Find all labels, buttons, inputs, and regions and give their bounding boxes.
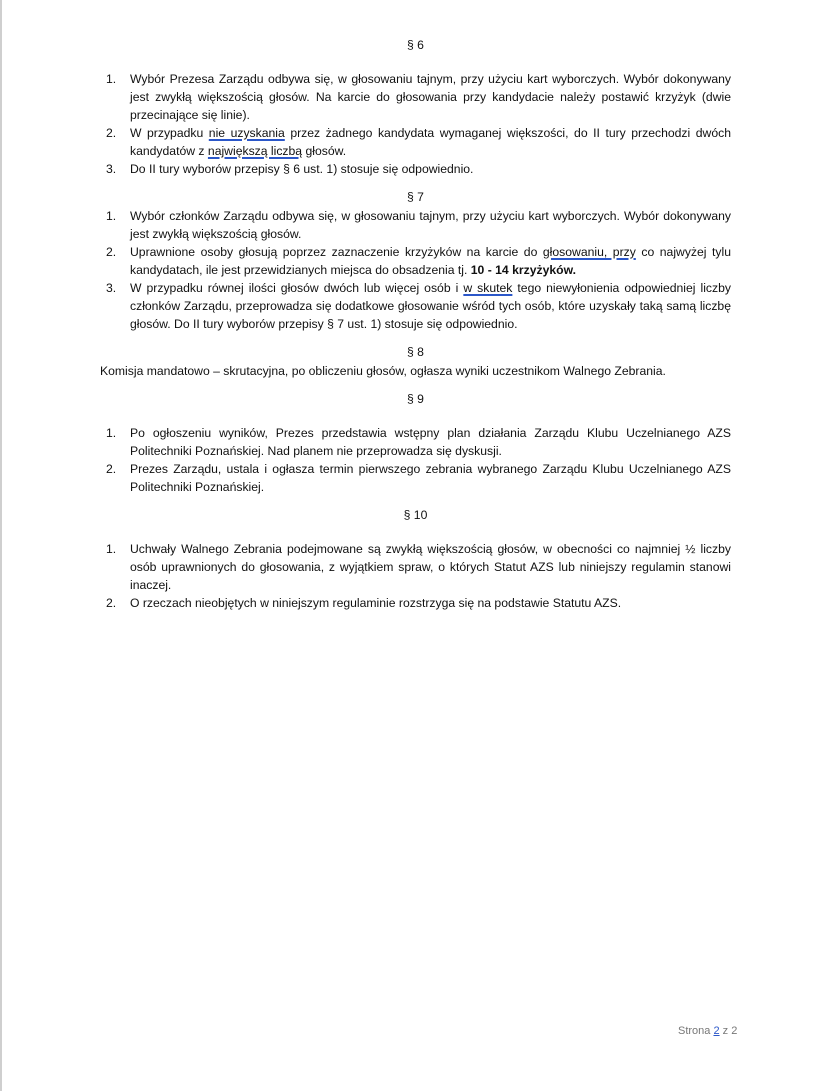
list-item — [100, 124, 731, 160]
document-body — [100, 36, 731, 622]
item-text-end: tego niewyłonienia odpowiedniej liczby członków Zarządu, przeprowadza się dodatkowe głosowanie wśród tych osób, które uzyskały taką samą liczbę głosów. Do II tury wyborów przepisy § 7 ust. 1) stosuje się odpowiednio. — [130, 281, 731, 331]
item-number: 2. — [106, 462, 117, 476]
item-text: Do II tury wyborów przepisy § 6 ust. 1) stosuje się odpowiednio. — [130, 162, 474, 176]
item-number: 2. — [106, 126, 117, 140]
section-8-heading: § 8 — [407, 345, 424, 359]
review-marked-text[interactable]: największą liczbą — [207, 144, 303, 158]
item-text: Wybór Prezesa Zarządu odbywa się, w głosowaniu tajnym, przy użyciu kart wyborczych. Wybór dokonywany jest zwykłą większością głosów. Na karcie do głosowania przy kandydacie należy postawić krzyżyk (dwie przecinające się linie). — [130, 72, 731, 122]
section-9-list — [100, 424, 731, 496]
section-9-heading: § 9 — [407, 392, 424, 406]
list-item — [100, 594, 731, 612]
item-number: 1. — [106, 426, 117, 440]
section-10 — [100, 506, 731, 612]
item-text-middle: co najwyżej tylu kandydatach, ile jest przewidzianych miejsca do obsadzenia tj. — [130, 245, 731, 277]
item-number: 2. — [106, 245, 117, 259]
list-item — [100, 160, 731, 178]
item-text: Po ogłoszeniu wyników, Prezes przedstawia wstępny plan działania Zarządu Klubu Uczelnianego AZS Politechniki Poznańskiej. Nad planem nie przeprowadza się dyskusji. — [130, 426, 731, 458]
review-marked-text[interactable]: w skutek — [463, 281, 513, 295]
section-8-text: Komisja mandatowo – skrutacyjna, po obliczeniu głosów, ogłasza wyniki uczestnikom Walnego Zebrania. — [100, 364, 666, 378]
list-item — [100, 70, 731, 124]
list-item — [100, 279, 731, 333]
item-text-middle: przez żadnego kandydata wymaganej większości, do II tury przechodzi dwóch kandydatów z — [130, 126, 731, 158]
section-6-list — [100, 70, 731, 178]
item-text-start: W przypadku — [130, 126, 209, 140]
list-item — [100, 540, 731, 594]
item-number: 3. — [106, 162, 117, 176]
list-item — [100, 460, 731, 496]
item-text: Wybór członków Zarządu odbywa się, w głosowaniu tajnym, przy użyciu kart wyborczych. Wybór dokonywany jest zwykłą większością głosów. — [130, 209, 731, 241]
footer-total-pages: 2 — [731, 1025, 738, 1037]
item-text: Prezes Zarządu, ustala i ogłasza termin pierwszego zebrania wybranego Zarządu Klubu Uczelnianego AZS Politechniki Poznańskiej. — [130, 462, 731, 494]
item-text: Uchwały Walnego Zebrania podejmowane są zwykłą większością głosów, w obecności co najmniej ½ liczby osób uprawnionych do głosowania, z wyjątkiem spraw, o których Statut AZS lub niniejszy regulamin stanowi inaczej. — [130, 542, 731, 592]
section-6 — [100, 36, 731, 178]
list-item — [100, 207, 731, 243]
section-10-heading: § 10 — [403, 508, 428, 522]
section-8 — [100, 343, 731, 380]
item-text-start: Uprawnione osoby głosują poprzez zaznaczenie krzyżyków na karcie do — [130, 245, 543, 259]
section-7 — [100, 188, 731, 333]
list-item — [100, 243, 731, 279]
item-number: 3. — [106, 281, 117, 295]
review-marked-text[interactable]: nie uzyskania — [208, 126, 285, 140]
page-number-footer — [678, 1025, 737, 1037]
review-marked-text[interactable]: głosowaniu, przy — [542, 245, 636, 259]
bold-text: 10 - 14 krzyżyków. — [470, 263, 576, 277]
footer-label: Strona — [678, 1025, 714, 1037]
item-text: O rzeczach nieobjętych w niniejszym regulaminie rozstrzyga się na podstawie Statutu AZS. — [130, 596, 622, 610]
footer-current-page[interactable]: 2 — [713, 1025, 720, 1037]
section-7-list — [100, 207, 731, 333]
section-10-list — [100, 540, 731, 612]
footer-separator: z — [719, 1025, 732, 1037]
section-6-heading: § 6 — [407, 38, 424, 52]
item-number: 2. — [106, 596, 117, 610]
item-number: 1. — [106, 209, 117, 223]
section-9 — [100, 390, 731, 496]
item-text-start: W przypadku równej ilości głosów dwóch lub więcej osób i — [130, 281, 464, 295]
item-number: 1. — [106, 542, 117, 556]
section-7-heading: § 7 — [407, 190, 424, 204]
item-number: 1. — [106, 72, 117, 86]
item-text-end: głosów. — [302, 144, 347, 158]
list-item — [100, 424, 731, 460]
